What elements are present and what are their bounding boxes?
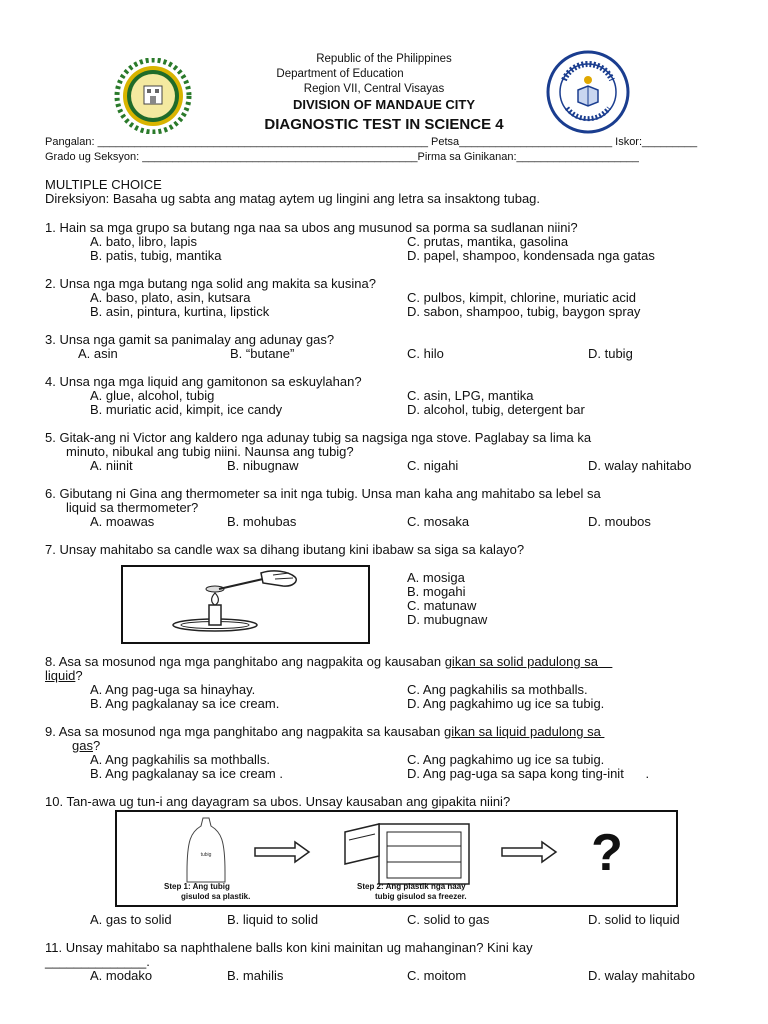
q8-stem-underlined: gikan sa solid padulong sa	[444, 654, 613, 669]
step1-caption-line2: gisulod sa plastik.	[181, 892, 251, 901]
name-date-score-line[interactable]: Pangalan: ______________________________________________________ Petsa_________________________ Iskor:_________	[45, 136, 698, 148]
header-department: Department of Education	[276, 68, 404, 80]
q6-option-a[interactable]: A. moawas	[90, 514, 155, 529]
arrow-right-icon	[255, 842, 309, 862]
step1-caption-line1: Step 1: Ang tubig	[164, 882, 230, 891]
q9-stem-underlined: gikan sa liquid padulong sa	[443, 724, 605, 739]
q11-blank[interactable]: ______________.	[45, 954, 150, 969]
q1-option-d[interactable]: D. papel, shampoo, kondensada nga gatas	[407, 248, 655, 263]
q1-option-a[interactable]: A. bato, libro, lapis	[90, 234, 197, 249]
q11-option-a[interactable]: A. modako	[90, 968, 153, 983]
q7-option-a[interactable]: A. mosiga	[407, 570, 465, 585]
q3-option-c[interactable]: C. hilo	[407, 346, 444, 361]
q4-option-c[interactable]: C. asin, LPG, mantika	[407, 388, 534, 403]
q1-option-b[interactable]: B. patis, tubig, mantika	[90, 248, 222, 263]
q4-option-d[interactable]: D. alcohol, tubig, detergent bar	[407, 402, 585, 417]
q10-diagram	[117, 812, 676, 905]
question-mark-icon: ?	[591, 824, 623, 882]
directions: Direksiyon: Basaha ug sabta ang matag aytem ug lingini ang letra sa insaktong tubag.	[45, 191, 541, 206]
q9-stem-line1	[45, 725, 604, 739]
q9-stem-text: 9. Asa sa mosunod nga mga panghitabo ang nagpakita sa kausaban	[45, 724, 444, 739]
q8-stem-underlined-2: liquid	[45, 668, 76, 683]
q4-option-a[interactable]: A. glue, alcohol, tubig	[90, 388, 215, 403]
q7-option-d[interactable]: D. mubugnaw	[407, 612, 488, 627]
q11-option-c[interactable]: C. moitom	[407, 968, 467, 983]
q5-option-a[interactable]: A. niinit	[90, 458, 133, 473]
bag-label: tubig	[200, 852, 212, 858]
q6-stem-line2: liquid sa thermometer?	[66, 500, 199, 515]
q6-stem-line1: 6. Gibutang ni Gina ang thermometer sa init nga tubig. Unsa man kaha ang mahitabo sa lebel sa	[45, 486, 601, 501]
arrow-right-icon-2	[502, 842, 556, 862]
q9-stem-line2	[72, 739, 100, 753]
q10-option-a[interactable]: A. gas to solid	[90, 912, 172, 927]
q3-stem: 3. Unsa nga gamit sa panimalay ang adunay gas?	[45, 332, 335, 347]
q5-option-b[interactable]: B. nibugnaw	[227, 458, 299, 473]
q5-option-d[interactable]: D. walay nahitabo	[588, 458, 692, 473]
q11-option-d[interactable]: D. walay mahitabo	[588, 968, 695, 983]
q9-stem-end: ?	[92, 738, 101, 753]
q2-option-b[interactable]: B. asin, pintura, kurtina, lipstick	[90, 304, 270, 319]
q3-option-b[interactable]: B. “butane”	[230, 346, 295, 361]
q4-stem: 4. Unsa nga mga liquid ang gamitonon sa eskuylahan?	[45, 374, 362, 389]
q6-option-b[interactable]: B. mohubas	[227, 514, 297, 529]
candle-icon	[173, 586, 257, 631]
q4-option-b[interactable]: B. muriatic acid, kimpit, ice candy	[90, 402, 283, 417]
step2-caption-line1: Step 2: Ang plastik nga naay	[357, 882, 466, 891]
q8-option-b[interactable]: B. Ang pagkalanay sa ice cream.	[90, 696, 280, 711]
q3-option-d[interactable]: D. tubig	[588, 346, 633, 361]
q8-stem-text: 8. Asa sa mosunod nga mga panghitabo ang nagpakita og kausaban	[45, 654, 445, 669]
q11-option-b[interactable]: B. mahilis	[227, 968, 284, 983]
candle-illustration-frame	[121, 565, 370, 644]
q8-stem-line2	[45, 669, 83, 683]
q7-option-c[interactable]: C. matunaw	[407, 598, 477, 613]
q5-option-c[interactable]: C. nigahi	[407, 458, 459, 473]
q7-stem: 7. Unsay mahitabo sa candle wax sa dihang ibutang kini ibabaw sa siga sa kalayo?	[45, 542, 525, 557]
step2-caption-line2: tubig gisulod sa freezer.	[375, 892, 467, 901]
q11-stem: 11. Unsay mahitabo sa naphthalene balls kon kini mainitan ug mahanginan? Kini kay	[45, 940, 533, 955]
q9-option-c[interactable]: C. Ang pagkahimo ug ice sa tubig.	[407, 752, 605, 767]
q6-option-d[interactable]: D. moubos	[588, 514, 651, 529]
section-title: MULTIPLE CHOICE	[45, 177, 162, 192]
hand-spoon-icon	[219, 571, 296, 589]
q2-option-a[interactable]: A. baso, plato, asin, kutsara	[90, 290, 251, 305]
plastic-bag-icon	[187, 818, 225, 882]
q10-diagram-frame	[115, 810, 678, 907]
q10-option-d[interactable]: D. solid to liquid	[588, 912, 680, 927]
q10-option-b[interactable]: B. liquid to solid	[227, 912, 319, 927]
q6-option-c[interactable]: C. mosaka	[407, 514, 470, 529]
q1-stem: 1. Hain sa mga grupo sa butang nga naa sa ubos ang musunod sa porma sa sudlanan niini?	[45, 220, 578, 235]
q2-option-c[interactable]: C. pulbos, kimpit, chlorine, muriatic acid	[407, 290, 637, 305]
q5-stem-line1: 5. Gitak-ang ni Victor ang kaldero nga adunay tubig sa nagsiga nga stove. Paglabay sa lima ka	[45, 430, 592, 445]
header-division: DIVISION OF MANDAUE CITY	[292, 97, 475, 112]
q2-option-d[interactable]: D. sabon, shampoo, tubig, baygon spray	[407, 304, 641, 319]
q3-option-a[interactable]: A. asin	[78, 346, 118, 361]
q9-option-b[interactable]: B. Ang pagkalanay sa ice cream .	[90, 766, 283, 781]
q7-option-b[interactable]: B. mogahi	[407, 584, 466, 599]
page-title: DIAGNOSTIC TEST IN SCIENCE 4	[264, 116, 504, 133]
header-republic: Republic of the Philippines	[316, 53, 452, 65]
q2-stem: 2. Unsa nga mga butang nga solid ang makita sa kusina?	[45, 276, 376, 291]
q9-stem-underlined-2: gas	[72, 738, 93, 753]
q9-option-a[interactable]: A. Ang pagkahilis sa mothballs.	[90, 752, 270, 767]
freezer-icon	[345, 824, 469, 884]
q5-stem-line2: minuto, nibukal ang tubig niini. Naunsa ang tubig?	[66, 444, 354, 459]
header-region: Region VII, Central Visayas	[303, 83, 445, 95]
candle-illustration	[123, 567, 368, 642]
q8-option-d[interactable]: D. Ang pagkahimo ug ice sa tubig.	[407, 696, 605, 711]
q8-stem-end: ?	[75, 668, 83, 683]
q1-option-c[interactable]: C. prutas, mantika, gasolina	[407, 234, 569, 249]
q9-option-d[interactable]: D. Ang pag-uga sa sapa kong ting-init .	[407, 766, 650, 781]
q10-option-c[interactable]: C. solid to gas	[407, 912, 490, 927]
q10-stem: 10. Tan-awa ug tun-i ang dayagram sa ubos. Unsay kausaban ang gipakita niini?	[45, 794, 511, 809]
q8-option-c[interactable]: C. Ang pagkahilis sa mothballs.	[407, 682, 588, 697]
q8-stem-line1	[45, 655, 612, 669]
q8-option-a[interactable]: A. Ang pag-uga sa hinayhay.	[90, 682, 256, 697]
grade-signature-line[interactable]: Grado ug Seksyon: _____________________________________________Pirma sa Ginikanan:____________________	[45, 151, 639, 163]
